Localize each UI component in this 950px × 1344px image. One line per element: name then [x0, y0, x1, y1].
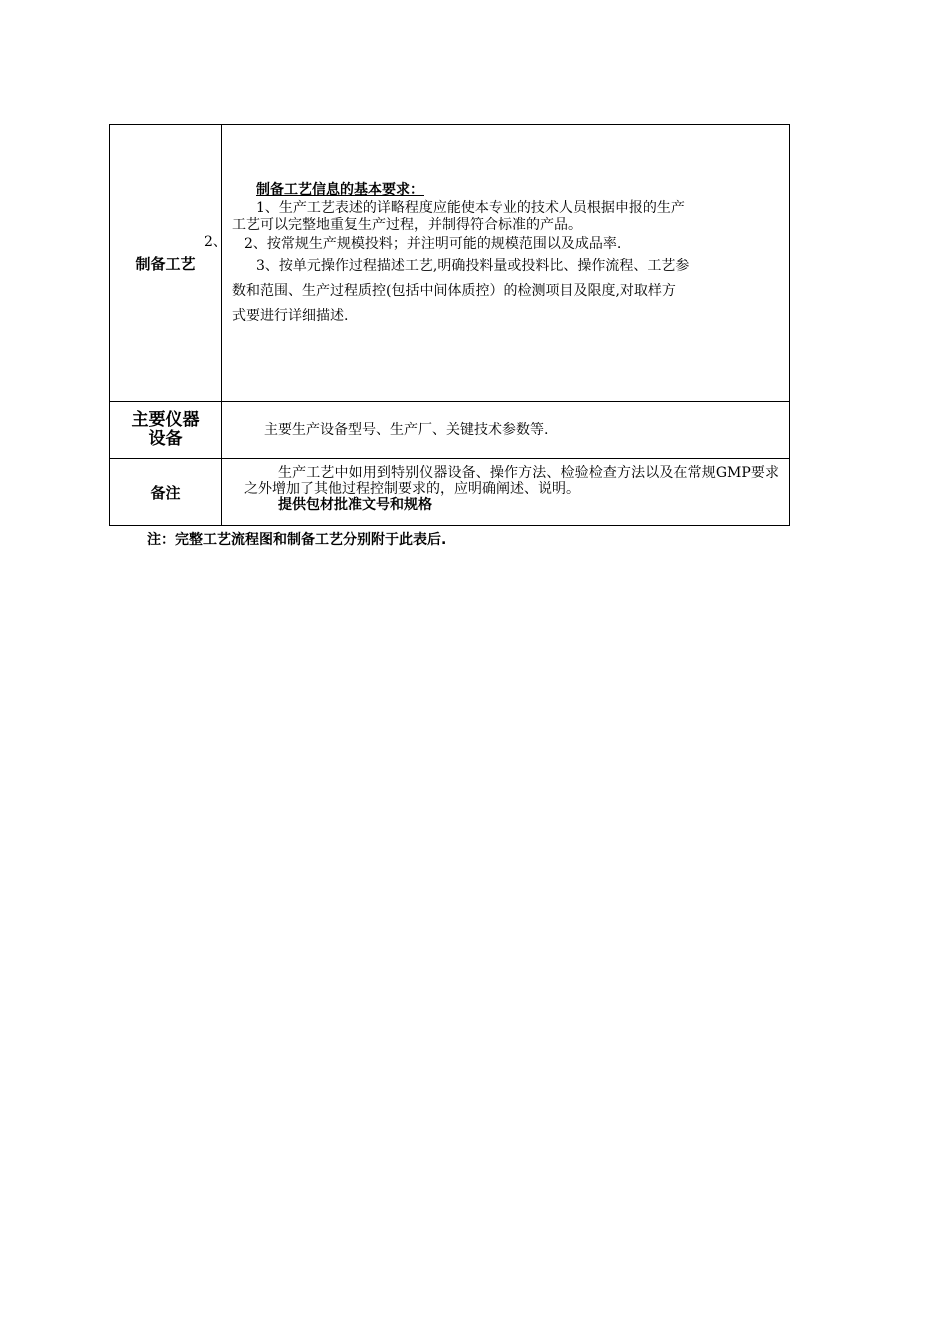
process-content	[222, 125, 789, 401]
process-item-3-line-2: 数和范围、生产过程质控(包括中间体质控）的检测项目及限度,对取样方	[232, 283, 676, 299]
remarks-bold-line: 提供包材批准文号和规格	[278, 497, 432, 513]
table-row-remarks	[110, 459, 790, 526]
label-equipment	[110, 402, 222, 459]
process-content-cell	[222, 125, 790, 402]
process-item-3-line-1: 3、按单元操作过程描述工艺,明确投料量或投料比、操作流程、工艺参	[256, 258, 690, 274]
process-item-1-line-2: 工艺可以完整地重复生产过程，并制得符合标准的产品。	[232, 217, 582, 233]
equipment-content-cell	[222, 402, 790, 459]
table-row-process	[110, 125, 790, 402]
remarks-content	[222, 459, 789, 513]
equipment-text: 主要生产设备型号、生产厂、关键技术参数等.	[264, 422, 549, 438]
label-equipment-line-2: 设备	[148, 429, 183, 449]
remarks-text: 生产工艺中如用到特别仪器设备、操作方法、检验检查方法以及在常规GMP要求之外增加了其他过程控制要求的，应明确阐述、说明。	[244, 465, 779, 497]
table-row-equipment	[110, 402, 790, 459]
remarks-content-cell	[222, 459, 790, 526]
label-remarks: 备注	[110, 459, 222, 526]
process-requirements-heading: 制备工艺信息的基本要求：	[256, 182, 424, 198]
process-item-3-line-3: 式要进行详细描述.	[232, 308, 349, 324]
process-form-table	[109, 124, 790, 526]
stray-list-marker: 2、	[204, 234, 227, 250]
label-process: 制备工艺	[110, 125, 222, 402]
footnote: 注：完整工艺流程图和制备工艺分别附于此表后.	[147, 532, 447, 548]
label-equipment-line-1: 主要仪器	[131, 410, 200, 430]
process-item-2: 2、按常规生产规模投料；并注明可能的规模范围以及成品率.	[244, 236, 622, 252]
process-item-1-line-1: 1、生产工艺表述的详略程度应能使本专业的技术人员根据申报的生产	[256, 200, 685, 216]
